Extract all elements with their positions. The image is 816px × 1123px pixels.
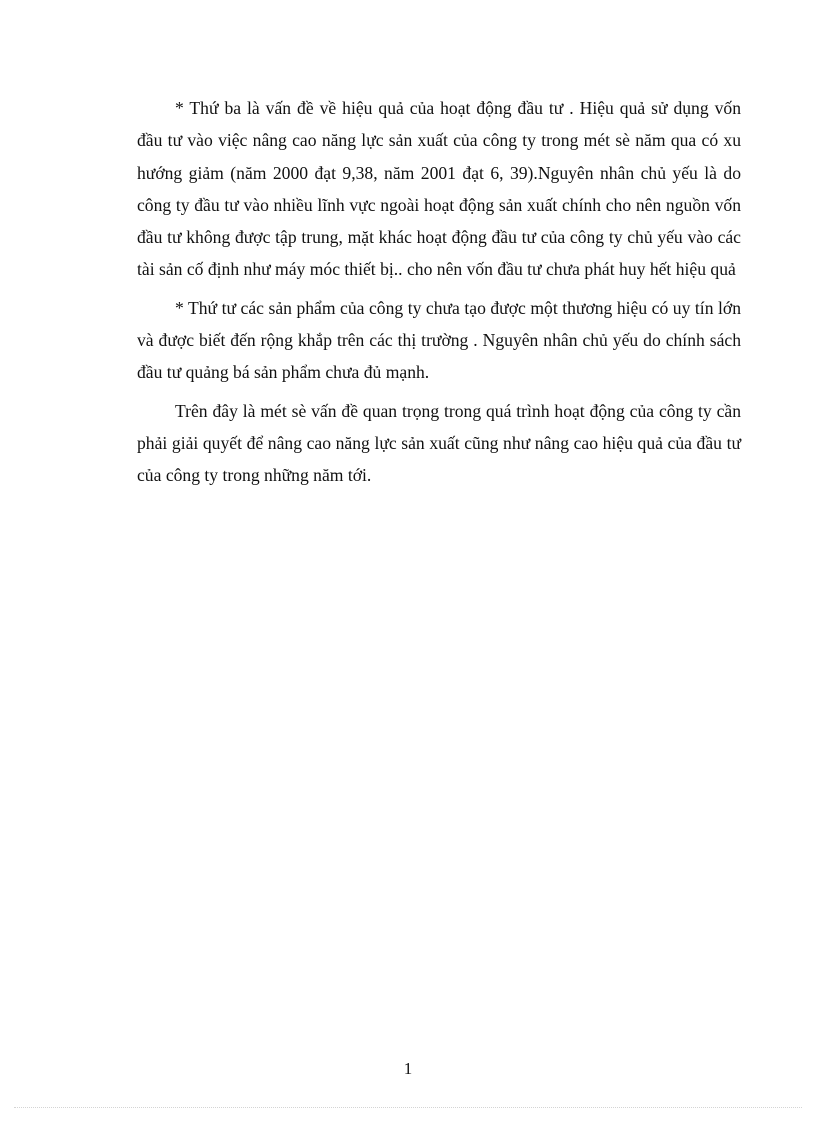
paragraph-conclusion: Trên đây là mét sè vấn đề quan trọng trong quá trình hoạt động của công ty cần phải giải quyết để nâng cao năng lực sản xuất cũng như nâng cao hiệu quả của đầu tư của công ty trong những năm tới. <box>137 400 741 486</box>
paragraph-fourth-issue: * Thứ tư các sản phẩm của công ty chưa tạo được một thương hiệu có uy tín lớn và được biết đến rộng khắp trên các thị trường . Nguyên nhân chủ yếu do chính sách đầu tư quảng bá sản phẩm chưa đủ mạnh. <box>137 297 741 383</box>
document-body <box>137 92 741 498</box>
page-number: 1 <box>403 1059 413 1078</box>
page-bottom-divider <box>14 1107 802 1108</box>
paragraph-third-issue: * Thứ ba là vấn đề về hiệu quả của hoạt động đầu tư . Hiệu quả sử dụng vốn đầu tư vào việc nâng cao năng lực sản xuất của công ty trong mét sè năm qua có xu hướng giảm (năm 2000 đạt 9,38, năm 2001 đạt 6, 39).Nguyên nhân chủ yếu là do công ty đầu tư vào nhiều lĩnh vực ngoài hoạt động sản xuất chính cho nên nguồn vốn đầu tư không được tập trung, mặt khác hoạt động đầu tư của công ty chủ yếu vào các tài sản cố định như máy móc thiết bị.. cho nên vốn đầu tư chưa phát huy hết hiệu quả <box>137 98 741 280</box>
